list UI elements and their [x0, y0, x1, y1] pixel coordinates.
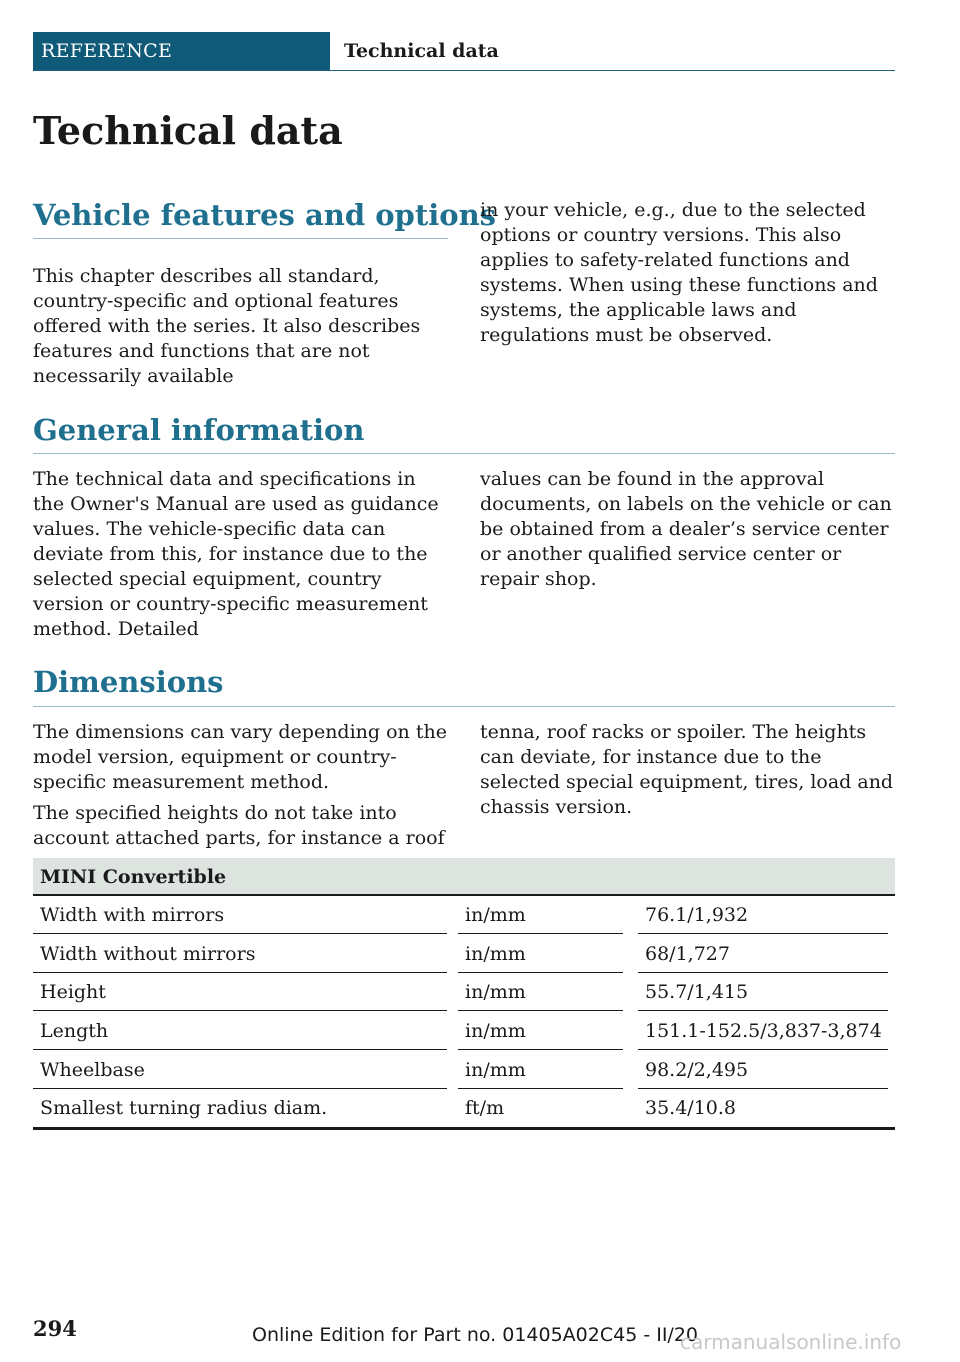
row-value: 55.7/1,415: [638, 973, 888, 1011]
row-unit: ft/m: [465, 1097, 505, 1120]
table-row: [33, 935, 895, 974]
row-label: Width with mirrors: [33, 896, 447, 934]
dimensions-paragraph-left-2: The specified heights do not take into account attached parts, for instance a roof: [33, 802, 445, 849]
features-paragraph-right: in your vehicle, e.g., due to the selected options or country versions. This also applies to safety-related functions and systems. When using these functions and systems, the applicable laws and regulations must be observed.: [480, 199, 878, 346]
header-section-label: REFERENCE: [33, 32, 330, 70]
row-unit: in/mm: [458, 1051, 623, 1089]
section-rule: [33, 453, 895, 454]
row-value: 98.2/2,495: [638, 1051, 888, 1089]
row-label: Smallest turning radius diam.: [40, 1097, 328, 1120]
general-paragraph-right: values can be found in the approval documents, on labels on the vehicle or can be obtained from a dealer’s service center or another qualified service center or repair shop.: [480, 468, 892, 590]
row-label: Wheelbase: [33, 1051, 447, 1089]
row-value: 151.1-152.5/3,837-3,874: [638, 1012, 888, 1050]
header-chapter-title: Technical data: [344, 40, 499, 62]
general-paragraph-left: The technical data and specifications in the Owner's Manual are used as guidance values. The vehicle-specific data can deviate from this, for instance due to the selected special equipment, country version or country-specific measurement method. Detailed: [33, 468, 439, 640]
row-unit: in/mm: [458, 973, 623, 1011]
table-header: MINI Convertible: [33, 858, 895, 896]
table-row: [33, 973, 895, 1012]
row-value: 76.1/1,932: [638, 896, 888, 934]
section-rule: [33, 706, 895, 707]
section-heading-dimensions: Dimensions: [33, 665, 224, 699]
table-row: [33, 1089, 895, 1128]
row-value: 68/1,727: [638, 935, 888, 973]
watermark: carmanualsonline.info: [680, 1330, 902, 1354]
row-value: 35.4/10.8: [645, 1097, 737, 1120]
edition-footer: Online Edition for Part no. 01405A02C45 - II/20: [252, 1324, 699, 1346]
dimensions-paragraph-right: tenna, roof racks or spoiler. The heights can deviate, for instance due to the selected special equipment, tires, load and chassis version.: [480, 721, 894, 818]
row-unit: in/mm: [458, 935, 623, 973]
page-number: 294: [33, 1316, 77, 1341]
page-title: Technical data: [33, 108, 343, 153]
row-label: Length: [33, 1012, 447, 1050]
section-rule: [33, 238, 448, 239]
table-row: [33, 1051, 895, 1090]
row-label: Height: [33, 973, 447, 1011]
section-heading-general: General information: [33, 413, 365, 447]
dimensions-table: [33, 858, 895, 1130]
row-unit: in/mm: [458, 1012, 623, 1050]
dimensions-paragraph-left-1: The dimensions can vary depending on the model version, equipment or country-specific measurement method.: [33, 721, 447, 793]
row-unit: in/mm: [458, 896, 623, 934]
table-row: [33, 1012, 895, 1051]
table-row: [33, 896, 895, 935]
running-header: [33, 32, 895, 71]
section-heading-features: Vehicle features and options: [33, 198, 496, 232]
row-label: Width without mirrors: [33, 935, 447, 973]
features-paragraph-left: This chapter describes all standard, country-specific and optional features offered with the series. It also describes features and functions that are not necessarily available: [33, 265, 421, 387]
